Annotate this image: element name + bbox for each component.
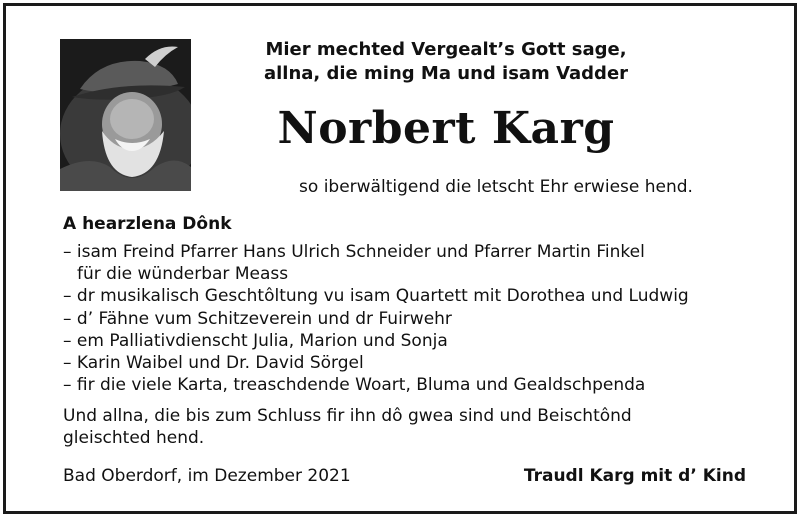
list-item: – fir die viele Karta, treaschdende Woart, Bluma und Gealdschpenda — [63, 375, 646, 396]
intro-line-1: Mier mechted Vergealt’s Gott sage, — [265, 39, 627, 60]
list-item: – isam Freind Pfarrer Hans Ulrich Schneider und Pfarrer Martin Finkel — [63, 242, 645, 262]
list-item: – Karin Waibel und Dr. David Sörgel — [63, 353, 364, 374]
list-item: – em Palliativdienscht Julia, Marion und Sonja — [63, 330, 448, 351]
closing-line-2: gleischted hend. — [63, 428, 205, 448]
closing-paragraph — [63, 405, 743, 449]
list-item: – d’ Fähne vum Schitzeverein und dr Fuirwehr — [63, 308, 452, 329]
list-item: – dr musikalisch Geschtôltung vu isam Quartett mit Dorothea und Ludwig — [63, 286, 689, 307]
thanks-heading: A hearzlena Dônk — [63, 214, 232, 234]
deceased-name: Norbert Karg — [277, 103, 615, 154]
intro-line-2: allna, die ming Ma und isam Vadder — [263, 63, 629, 84]
portrait-image — [60, 39, 191, 191]
portrait-photo — [60, 39, 191, 191]
place-date: Bad Oberdorf, im Dezember 2021 — [63, 466, 351, 486]
intro-lines — [246, 38, 646, 86]
death-notice-card — [3, 3, 797, 514]
signature-line: Traudl Karg mit d’ Kind — [523, 466, 746, 486]
closing-line-1: Und allna, die bis zum Schluss fir ihn dô gwea sind und Beischtônd — [63, 406, 632, 426]
honor-line: so iberwältigend die letscht Ehr erwiese hend. — [299, 177, 693, 197]
list-item: für die wünderbar Meass — [77, 264, 289, 285]
thanks-list — [63, 241, 763, 396]
